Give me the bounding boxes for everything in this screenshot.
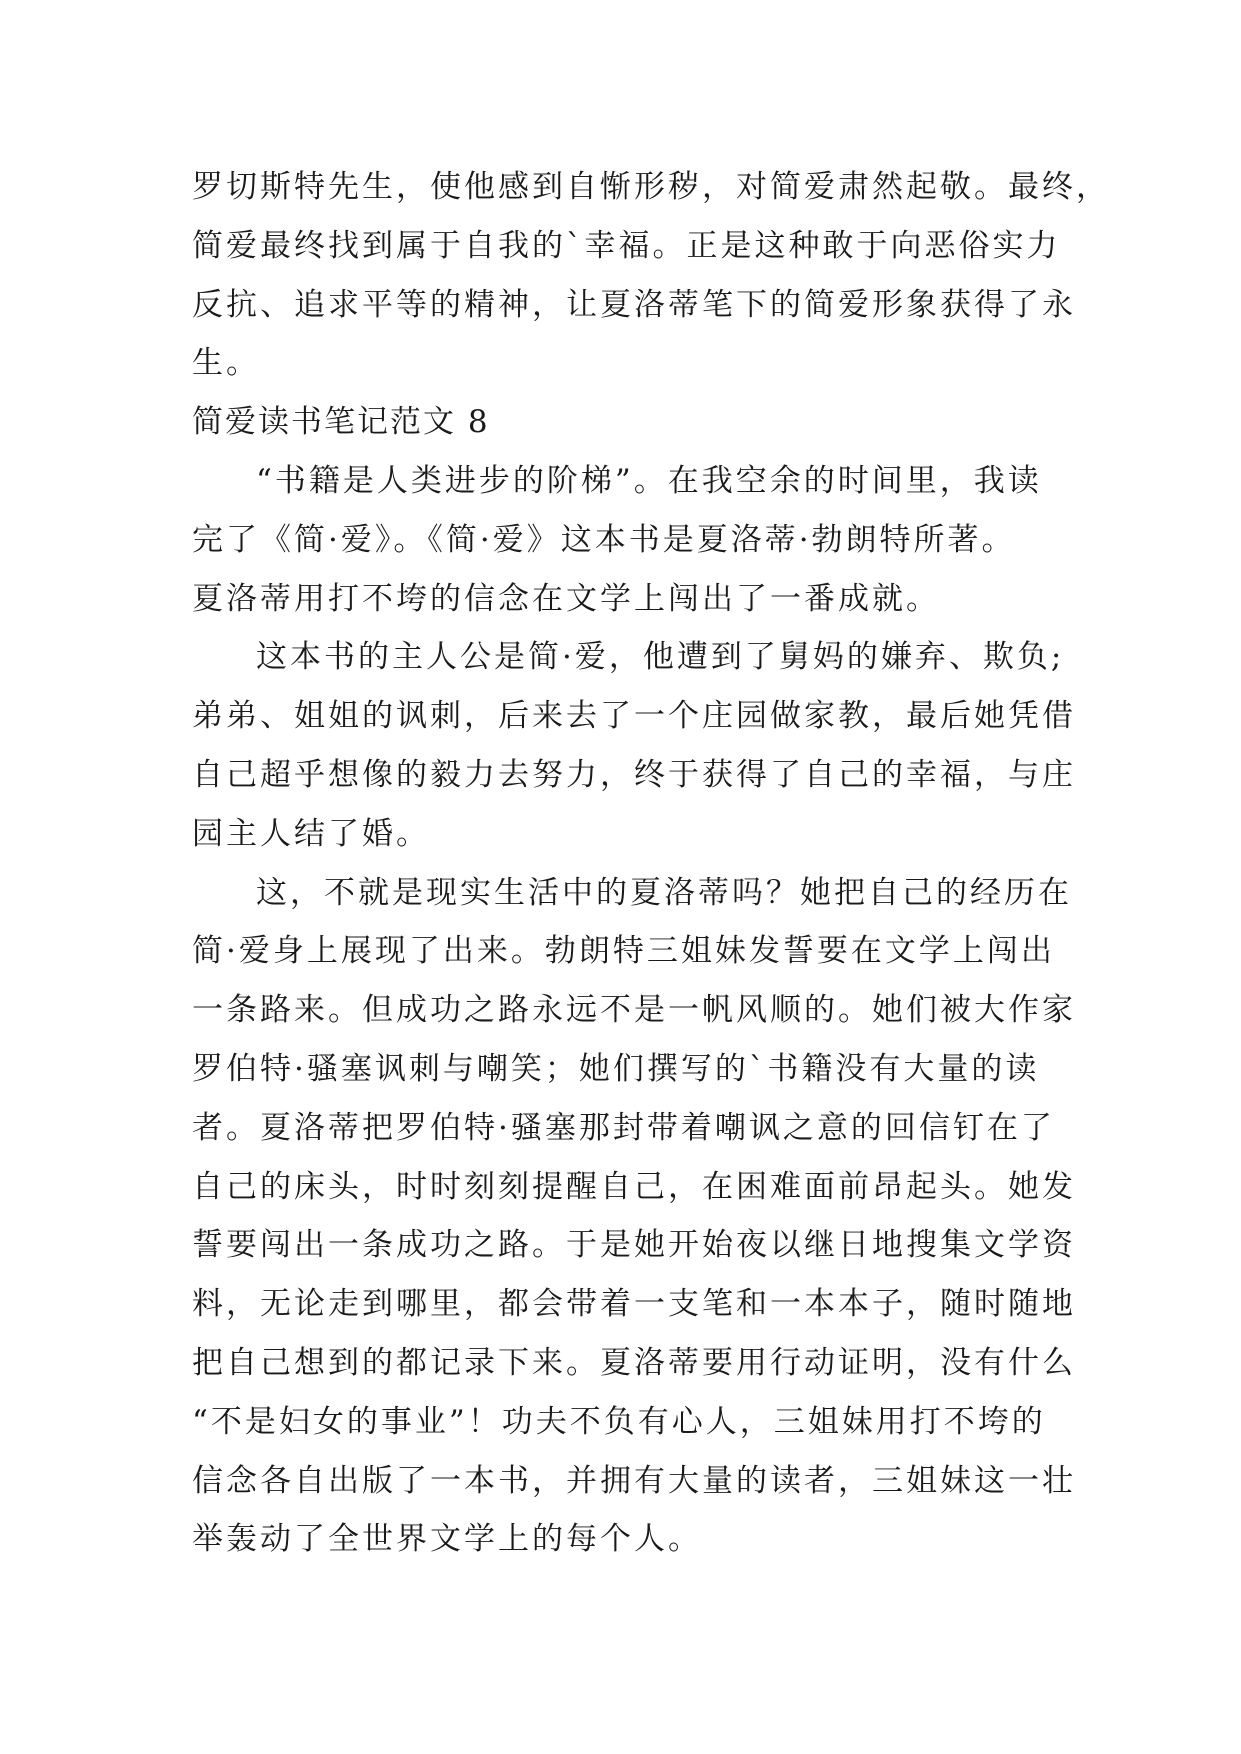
text-line: 信念各自出版了一本书，并拥有大量的读者，三姐妹这一壮 xyxy=(192,1462,1076,1499)
paragraph-continuation xyxy=(192,158,1110,393)
text-line: 完了《简·爱》。《简·爱》这本书是夏洛蒂·勃朗特所著。 xyxy=(192,521,1016,558)
text-line: 自己的床头，时时刻刻提醒自己，在困难面前昂起头。她发 xyxy=(192,1168,1076,1205)
text-line: 简·爱身上展现了出来。勃朗特三姐妹发誓要在文学上闯出 xyxy=(192,933,1055,970)
section-heading xyxy=(192,393,1052,452)
text-line: 生。 xyxy=(192,345,260,382)
text-line: 誓要闯出一条成功之路。于是她开始夜以继日地搜集文学资 xyxy=(192,1227,1076,1264)
text-line: 反抗、追求平等的精神，让夏洛蒂笔下的简爱形象获得了永 xyxy=(192,286,1076,323)
text-line: “不是妇女的事业”！功夫不负有心人，三姐妹用打不垮的 xyxy=(192,1403,1046,1440)
text-line: 罗切斯特先生，使他感到自惭形秽，对简爱肃然起敬。最终， xyxy=(192,169,1110,205)
text-line: 简爱最终找到属于自我的`幸福。正是这种敢于向恶俗实力 xyxy=(192,227,1061,264)
heading-line: 简爱读书笔记范文 8 xyxy=(192,404,490,441)
text-line: 料，无论走到哪里，都会带着一支笔和一本本子，随时随地 xyxy=(192,1286,1076,1323)
text-line: 者。夏洛蒂把罗伯特·骚塞那封带着嘲讽之意的回信钉在了 xyxy=(192,1109,1055,1146)
paragraph xyxy=(192,628,1076,863)
text-line-first: 这，不就是现实生活中的夏洛蒂吗？她把自己的经历在 xyxy=(256,874,1072,911)
paragraph xyxy=(192,864,1076,1570)
text-line-first: 这本书的主人公是简·爱，他遭到了舅妈的嫌弃、欺负; xyxy=(256,639,1065,676)
text-line-first: “书籍是人类进步的阶梯”。在我空余的时间里，我读 xyxy=(256,462,1042,499)
text-line: 弟弟、姐姐的讽刺，后来去了一个庄园做家教，最后她凭借 xyxy=(192,698,1076,735)
text-line: 一条路来。但成功之路永远不是一帆风顺的。她们被大作家 xyxy=(192,992,1076,1029)
text-line: 自己超乎想像的毅力去努力，终于获得了自己的幸福，与庄 xyxy=(192,756,1076,793)
text-line: 罗伯特·骚塞讽刺与嘲笑；她们撰写的`书籍没有大量的读 xyxy=(192,1050,1040,1087)
text-line: 把自己想到的都记录下来。夏洛蒂要用行动证明，没有什么 xyxy=(192,1344,1076,1381)
text-line: 夏洛蒂用打不垮的信念在文学上闯出了一番成就。 xyxy=(192,580,940,617)
text-line: 举轰动了全世界文学上的每个人。 xyxy=(192,1521,702,1558)
paragraph xyxy=(192,452,1052,628)
text-line: 园主人结了婚。 xyxy=(192,815,430,852)
document-body xyxy=(192,158,1110,1569)
